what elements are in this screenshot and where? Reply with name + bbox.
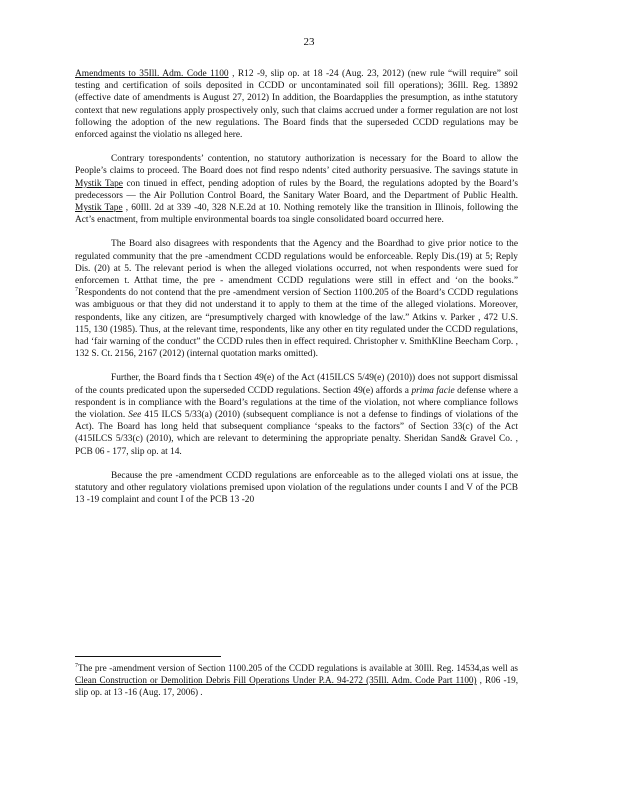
footnote-marker: 7 [75,662,78,669]
body-text [75,68,518,519]
text-run: Because the pre -amendment CCDD regulations are enforceable as to the alleged violati ons at issue, the statutory and other regulatory violations premised upon violation of the regulations under counts I and V of the PCB 13 -19 complaint and count I of the PCB 13 -20 [75,470,518,506]
paragraph-1 [75,68,518,141]
underlined-citation: Mystik Tape [75,178,123,189]
paragraph-3 [75,238,518,360]
text-run: con tinued in effect, pending adoption of rules by the Board, the regulations adopted by the Board’s predecessors — the Air Pollution Control Board, the Sanitary Water Board, and the Department of Public Health. [75,178,518,201]
text-run: defense where a respondent is in compliance with the Board’s regulations at the time of the violation, not where compliance follows the violation. [75,385,519,421]
text-run: , 60Ill. 2d at 339 -40, 328 N.E.2d at 10. Nothing remotely like the transition in Illinois, following the Act’s enactment, from multiple environmental boards toa single consolidated board occurred here. [75,203,518,226]
page-number: 23 [303,36,315,48]
text-run: , R12 -9, slip op. at 18 -24 (Aug. 23, 2012) (new rule “will require” soil testing and certification of soils deposited in CCDD or uncontaminated soil fill operations); 36Ill. Reg. 13892 (effective date of amendments is August 27, 2012) In addition, the Boardapplies the presumption, as inthe statutory context that new regulations apply prospectively only, such that claims accrued under a former regulation are not lost following the adoption of the new regulations. The Board finds that the superseded CCDD regulations may be enforced against the violatio ns alleged here. [75,69,519,141]
underlined-citation: Amendments to 35Ill. Adm. Code 1100 [75,69,229,79]
footnote-marker: 7 [75,287,78,294]
text-run: Respondents do not contend that the pre -amendment version of Section 1100.205 of the Board’s CCDD regulations was ambiguous or that they did not understand it to apply to them at the time of the alleged violations. Moreover, respondents, like any citizen, are “presumptively charged with knowledge of the law.” Atkins v. Parker , 472 U.S. 115, 130 (1985). Thus, at the relevant time, respondents, like any other en tity regulated under the CCDD regulations, had ‘fair warning of the conduct” the CCDD rules then in effect required. Christopher v. SmithKline Beecham Corp. , 132 S. Ct. 2156, 2167 (2012) (internal quotation marks omitted). [75,288,518,360]
underlined-citation: Mystik Tape [75,203,123,214]
text-run: , R06 -19, slip op. at 13 -16 (Aug. 17, 2006) . [75,675,518,698]
footnote-7 [75,662,518,699]
paragraph-4 [75,372,518,457]
italic-term: prima facie [411,385,455,396]
text-run: The pre -amendment version of Section 1100.205 of the CCDD regulations is available at 30Ill. Reg. 14534,as well as [78,663,518,673]
text-run: 415 ILCS 5/33(a) (2010) (subsequent compliance is not a defense to findings of violations of the Act). The Board has long held that subsequent compliance ‘speaks to the factors” of Section 33(c) of the Act (415ILCS 5/33(c) (2010), which are relevant to determining the appropriate penalty. Sheridan Sand& Gravel Co. , PCB 06 - 177, slip op. at 14. [75,410,518,457]
italic-term: See [128,410,142,421]
text-run: Contrary torespondents’ contention, no statutory authorization is necessary for the Board to allow the People’s claims to proceed. The Board does not find respo ndents’ cited authority persuasive. The savings statute in [75,154,518,177]
footnote-divider [75,656,221,657]
paragraph-5 [75,470,518,507]
underlined-citation: Clean Construction or Demolition Debris Fill Operations Under P.A. 94-272 (35Ill. Adm. Code Part 1100) [75,675,477,686]
text-run: Further, the Board finds tha t Section 49(e) of the Act (415ILCS 5/49(e) (2010)) does not support dismissal of the counts predicated upon the superseded CCDD regulations. Section 49(e) affords a [75,373,518,396]
paragraph-2 [75,153,518,226]
text-run: The Board also disagrees with respondents that the Agency and the Boardhad to give prior notice to the regulated community that the pre -amendment CCDD regulations would be enforceable. Reply Dis.(19) at 5; Reply Dis. (20) at 5. The relevant period is when the alleged violations occurred, not when respondents were sued for enforcemen t. Atthat time, the pre - amendment CCDD regulations were still in effect and ‘on the books.” [75,239,518,287]
